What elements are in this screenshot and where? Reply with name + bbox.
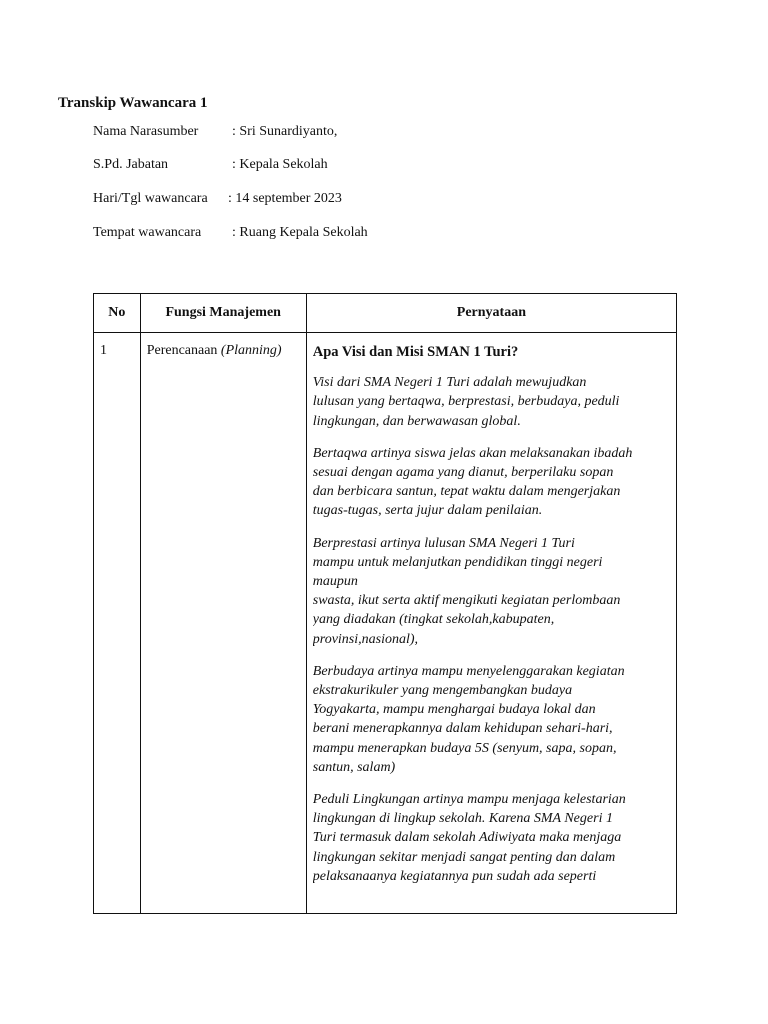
answer-line: lingkungan sekitar menjadi sangat penting dan dalam <box>312 849 616 865</box>
answer-line: ekstrakurikuler yang mengembangkan budaya <box>312 683 573 699</box>
interview-question: Apa Visi dan Misi SMAN 1 Turi? <box>312 344 519 360</box>
meta-value: : Sri Sunardiyanto, <box>232 124 338 139</box>
header-fungsi: Fungsi Manajemen <box>140 294 306 333</box>
meta-value: : 14 september 2023 <box>228 191 342 206</box>
document-title: Transkip Wawancara 1 <box>58 95 208 111</box>
answer-paragraph-visi <box>313 373 670 431</box>
answer-line: mampu untuk melanjutkan pendidikan tinggi negeri <box>312 554 603 570</box>
meta-label: Nama Narasumber <box>93 124 199 139</box>
answer-line: maupun <box>312 574 358 590</box>
fungsi-english: (Planning) <box>220 343 282 358</box>
meta-row-tempat <box>93 225 368 241</box>
row-number: 1 <box>94 333 141 914</box>
answer-line: berani menerapkannya dalam kehidupan sehari-hari, <box>312 721 613 737</box>
meta-label: S.Pd. Jabatan <box>93 157 169 172</box>
answer-line: mampu menerapkan budaya 5S (senyum, sapa, sopan, <box>312 740 617 756</box>
answer-line: lingkungan, dan berwawasan global. <box>312 413 521 429</box>
answer-line: dan berbicara santun, tepat waktu dalam mengerjakan <box>312 484 621 500</box>
meta-row-jabatan <box>93 157 328 173</box>
answer-line: Bertaqwa artinya siswa jelas akan melaksanakan ibadah <box>312 445 633 461</box>
answer-line: lulusan yang bertaqwa, berprestasi, berbudaya, peduli <box>312 394 620 410</box>
answer-line: provinsi,nasional), <box>312 631 419 647</box>
meta-value: : Kepala Sekolah <box>232 157 328 172</box>
answer-paragraph-berprestasi <box>313 534 670 649</box>
answer-line: Yogyakarta, mampu menghargai budaya lokal dan <box>312 702 596 718</box>
header-pernyataan: Pernyataan <box>306 294 676 333</box>
header-no: No <box>94 294 141 333</box>
answer-line: Peduli Lingkungan artinya mampu menjaga kelestarian <box>312 792 626 808</box>
row-fungsi <box>140 333 306 914</box>
answer-line: Berbudaya artinya mampu menyelenggarakan kegiatan <box>312 663 625 679</box>
answer-paragraph-bertaqwa <box>313 444 670 521</box>
meta-row-tanggal <box>93 191 342 207</box>
table-row <box>94 333 677 914</box>
answer-line: tugas-tugas, serta jujur dalam penilaian. <box>312 503 543 519</box>
answer-paragraph-peduli <box>313 790 670 886</box>
pernyataan-content <box>313 343 670 893</box>
row-pernyataan <box>306 333 676 914</box>
answer-line: swasta, ikut serta aktif mengikuti kegiatan perlombaan <box>312 593 621 609</box>
answer-line: Visi dari SMA Negeri 1 Turi adalah mewujudkan <box>312 375 587 391</box>
answer-line: yang diadakan (tingkat sekolah,kabupaten, <box>312 612 555 628</box>
meta-row-narasumber <box>93 124 338 140</box>
meta-value: : Ruang Kepala Sekolah <box>232 225 368 240</box>
answer-line: Turi termasuk dalam sekolah Adiwiyata maka menjaga <box>312 830 622 846</box>
meta-label: Hari/Tgl wawancara <box>93 191 208 206</box>
answer-line: pelaksanaanya kegiatannya pun sudah ada seperti <box>312 868 597 884</box>
answer-line: lingkungan di lingkup sekolah. Karena SMA Negeri 1 <box>312 811 613 827</box>
meta-label: Tempat wawancara <box>93 225 202 240</box>
answer-line: Berprestasi artinya lulusan SMA Negeri 1 Turi <box>312 535 575 551</box>
answer-line: santun, salam) <box>312 759 396 775</box>
fungsi-label: Perencanaan <box>146 343 218 358</box>
answer-paragraph-berbudaya <box>313 662 670 777</box>
interview-table <box>93 293 677 914</box>
table-header-row <box>94 294 677 333</box>
answer-line: sesuai dengan agama yang dianut, berperilaku sopan <box>312 465 614 481</box>
